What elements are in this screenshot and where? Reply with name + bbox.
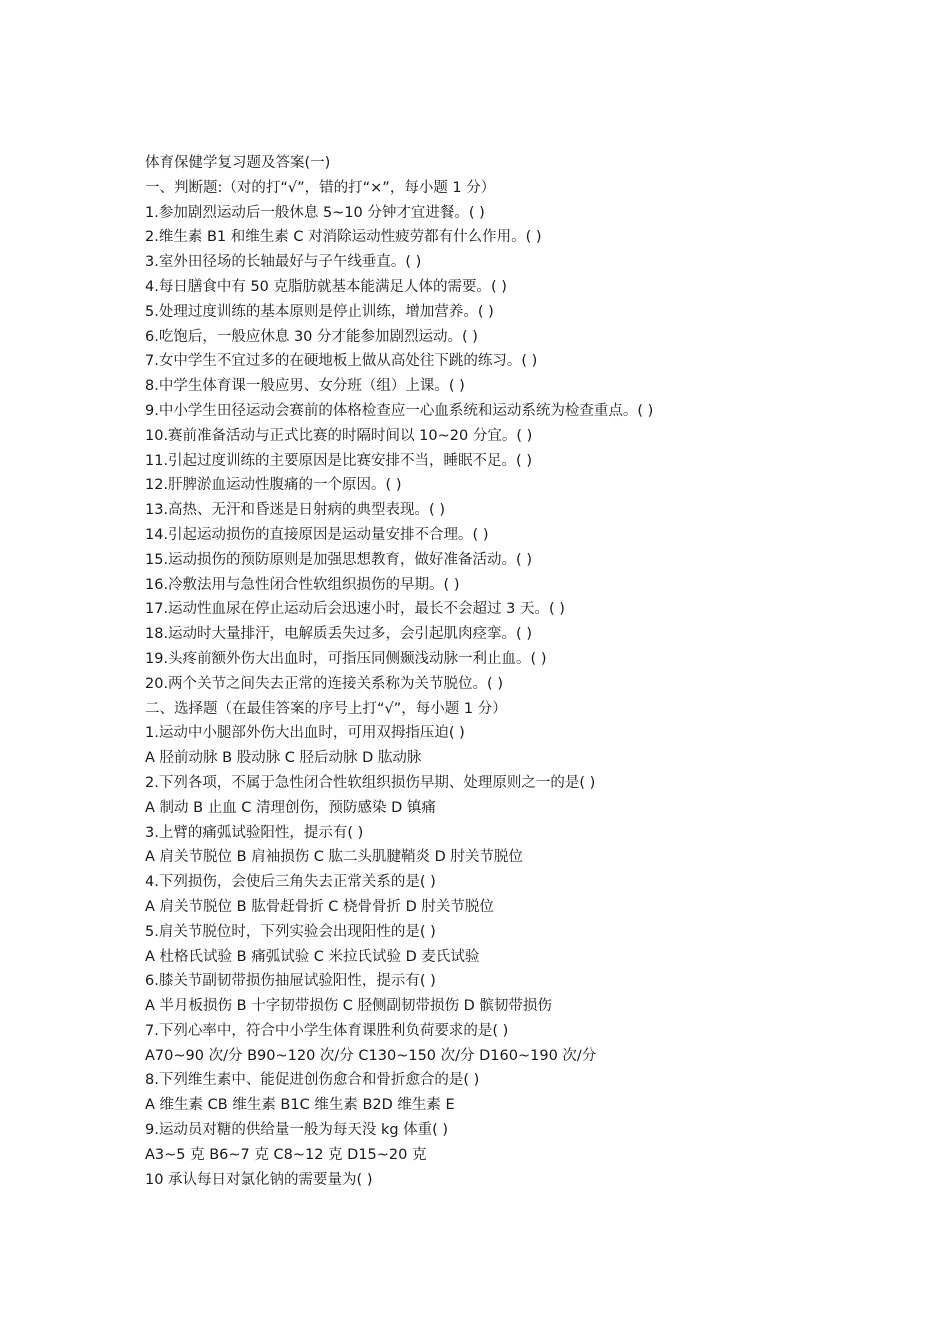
- section-heading-multiple-choice: 二、选择题（在最佳答案的序号上打“√”，每小题 1 分）: [145, 700, 507, 717]
- question-line: 13.高热、无汗和昏迷是日射病的典型表现。( ): [145, 502, 445, 519]
- question-line: 5.处理过度训练的基本原则是停止训练，增加营养。( ): [145, 303, 494, 320]
- question-line: 5.肩关节脱位时，下列实验会出现阳性的是( ): [145, 923, 436, 940]
- question-line: 6.膝关节副韧带损伤抽屉试验阳性，提示有( ): [145, 973, 436, 990]
- question-line: 8.中学生体育课一般应男、女分班（组）上课。( ): [145, 378, 465, 395]
- question-line: 10.赛前准备活动与正式比赛的时隔时间以 10~20 分宜。( ): [145, 427, 533, 444]
- section-heading-true-false: 一、判断题:（对的打“√”，错的打“×”，每小题 1 分）: [145, 179, 496, 196]
- document-body: [145, 151, 845, 1192]
- options-line: A 肩关节脱位 B 肩袖损伤 C 肱二头肌腱鞘炎 D 肘关节脱位: [145, 849, 523, 866]
- options-line: A 制动 B 止血 C 清理创伤，预防感染 D 镇痛: [145, 799, 436, 816]
- question-line: 3.室外田径场的长轴最好与子午线垂直。( ): [145, 254, 422, 271]
- options-line: A 维生素 CB 维生素 B1C 维生素 B2D 维生素 E: [145, 1097, 455, 1114]
- question-line: 14.引起运动损伤的直接原因是运动量安排不合理。( ): [145, 526, 489, 543]
- question-line: 4.每日膳食中有 50 克脂肪就基本能满足人体的需要。( ): [145, 278, 507, 295]
- question-line: 1.运动中小腿部外伤大出血时，可用双拇指压迫( ): [145, 725, 465, 742]
- question-line: 1.参加剧烈运动后一般休息 5~10 分钟才宜进餐。( ): [145, 204, 485, 221]
- question-line: 2.维生素 B1 和维生素 C 对消除运动性疲劳都有什么作用。( ): [145, 229, 542, 246]
- question-line: 11.引起过度训练的主要原因是比赛安排不当，睡眠不足。( ): [145, 452, 532, 469]
- question-line: 4.下列损伤，会使后三角失去正常关系的是( ): [145, 874, 436, 891]
- question-line: 17.运动性血尿在停止运动后会迅速小时，最长不会超过 3 天。( ): [145, 601, 565, 618]
- options-line: A 胫前动脉 B 股动脉 C 胫后动脉 D 肱动脉: [145, 750, 422, 767]
- question-line: 9.中小学生田径运动会赛前的体格检查应一心血系统和运动系统为检查重点。( ): [145, 402, 654, 419]
- question-line: 19.头疼前额外伤大出血时，可指压同侧颞浅动脉一利止血。( ): [145, 650, 547, 667]
- question-line: 9.运动员对糖的供给量一般为每天没 kg 体重( ): [145, 1122, 449, 1139]
- question-line: 7.女中学生不宜过多的在硬地板上做从高处往下跳的练习。( ): [145, 353, 538, 370]
- document-title: 体育保健学复习题及答案(一): [145, 155, 331, 171]
- question-line: 7.下列心率中，符合中小学生体育课胜利负荷要求的是( ): [145, 1022, 509, 1039]
- question-line: 15.运动损伤的预防原则是加强思想教育，做好准备活动。( ): [145, 551, 532, 568]
- question-line: 2.下列各项，不属于急性闭合性软组织损伤早期、处理原则之一的是( ): [145, 774, 596, 791]
- question-line: 16.冷敷法用与急性闭合性软组织损伤的早期。( ): [145, 576, 460, 593]
- question-line: 18.运动时大量排汗，电解质丢失过多，会引起肌肉痉挛。( ): [145, 626, 532, 643]
- question-line: 8.下列维生素中、能促进创伤愈合和骨折愈合的是( ): [145, 1072, 480, 1089]
- options-line: A70~90 次/分 B90~120 次/分 C130~150 次/分 D160~190 次/分: [145, 1047, 597, 1064]
- question-line: 6.吃饱后，一般应休息 30 分才能参加剧烈运动。( ): [145, 328, 478, 345]
- question-line: 12.肝脾淤血运动性腹痛的一个原因。( ): [145, 477, 402, 494]
- options-line: A 肩关节脱位 B 肱骨赶骨折 C 桡骨骨折 D 肘关节脱位: [145, 898, 494, 915]
- question-line: 10 承认每日对氯化钠的需要量为( ): [145, 1171, 373, 1188]
- options-line: A 杜格氏试验 B 痛弧试验 C 米拉氏试验 D 麦氏试验: [145, 948, 480, 965]
- options-line: A 半月板损伤 B 十字韧带损伤 C 胫侧副韧带损伤 D 髌韧带损伤: [145, 998, 552, 1015]
- options-line: A3~5 克 B6~7 克 C8~12 克 D15~20 克: [145, 1146, 427, 1163]
- question-line: 20.两个关节之间失去正常的连接关系称为关节脱位。( ): [145, 675, 503, 692]
- question-line: 3.上臂的痛弧试验阳性，提示有( ): [145, 824, 364, 841]
